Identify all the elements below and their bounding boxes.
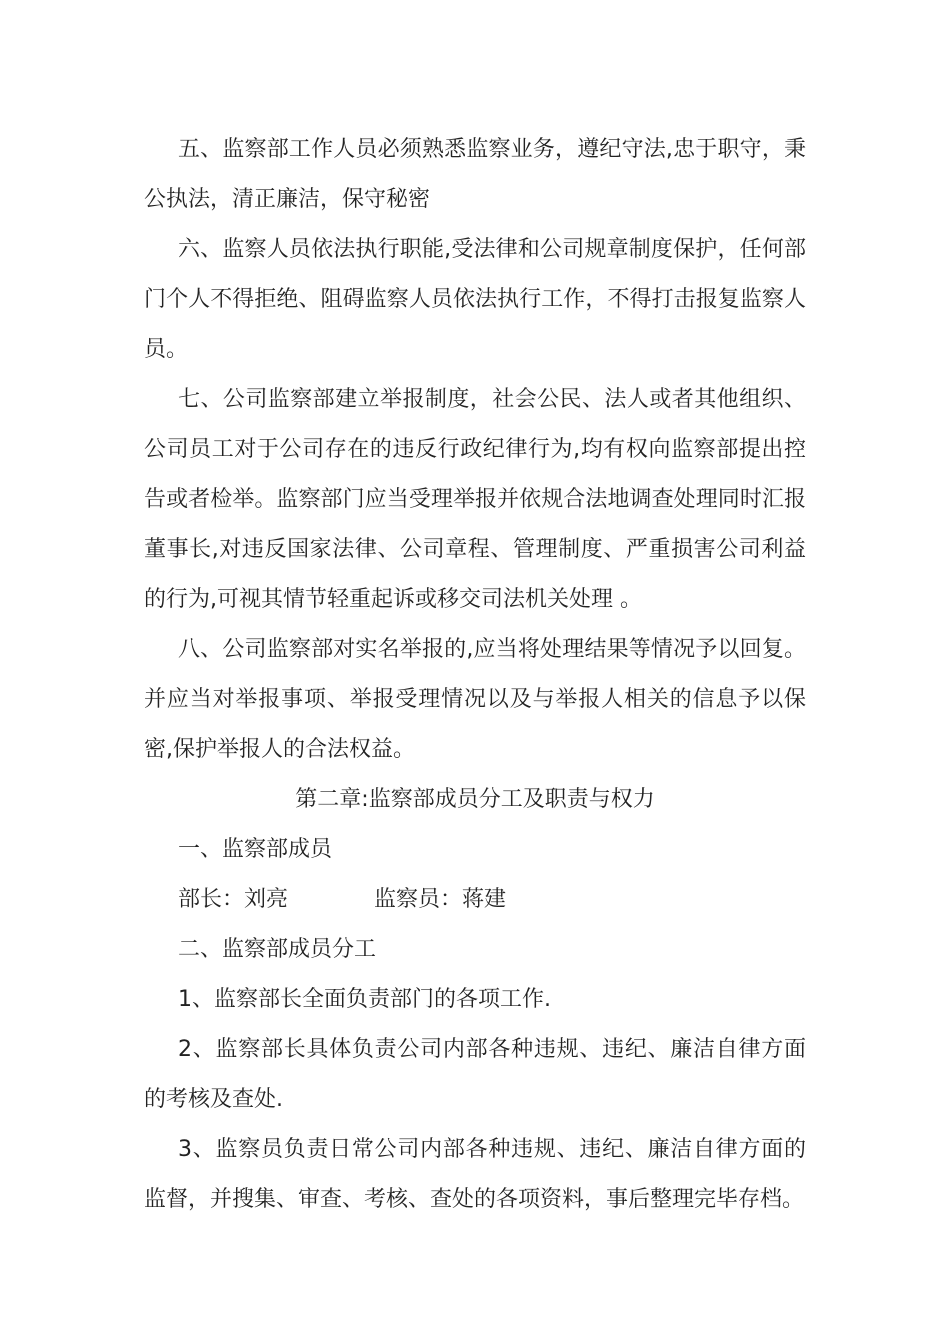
duty-1: 1、监察部长全面负责部门的各项工作. [178, 987, 551, 1012]
paragraph-8: 八、公司监察部对实名举报的,应当将处理结果等情况予以回复。并应当对举报事项、举报受理情况以及与举报人相关的信息予以保密,保护举报人的合法权益。 [144, 637, 806, 762]
document-body [144, 125, 806, 1225]
paragraph-6: 六、监察人员依法执行职能,受法律和公司规章制度保护，任何部门个人不得拒绝、阻碍监察人员依法执行工作，不得打击报复监察人员。 [144, 237, 806, 362]
member-head: 部长：刘亮 [178, 887, 289, 912]
chapter-2-title: 第二章:监察部成员分工及职责与权力 [295, 787, 655, 812]
duty-2: 2、监察部长具体负责公司内部各种违规、违纪、廉洁自律方面的考核及查处. [144, 1037, 806, 1112]
section-2-title: 二、监察部成员分工 [178, 937, 377, 962]
member-inspector: 监察员：蒋建 [374, 887, 507, 912]
duty-3: 3、监察员负责日常公司内部各种违规、违纪、廉洁自律方面的监督，并搜集、审查、考核、查处的各项资料，事后整理完毕存档。 [144, 1137, 806, 1212]
member-row [144, 875, 806, 925]
paragraph-7: 七、公司监察部建立举报制度，社会公民、法人或者其他组织、公司员工对于公司存在的违反行政纪律行为,均有权向监察部提出控告或者检举。监察部门应当受理举报并依规合法地调查处理同时汇报董事长,对违反国家法律、公司章程、管理制度、严重损害公司利益的行为,可视其情节轻重起诉或移交司法机关处理 。 [144, 387, 806, 612]
section-1-title: 一、监察部成员 [178, 837, 333, 862]
paragraph-5: 五、监察部工作人员必须熟悉监察业务，遵纪守法,忠于职守，秉公执法，清正廉洁，保守秘密 [144, 137, 806, 212]
